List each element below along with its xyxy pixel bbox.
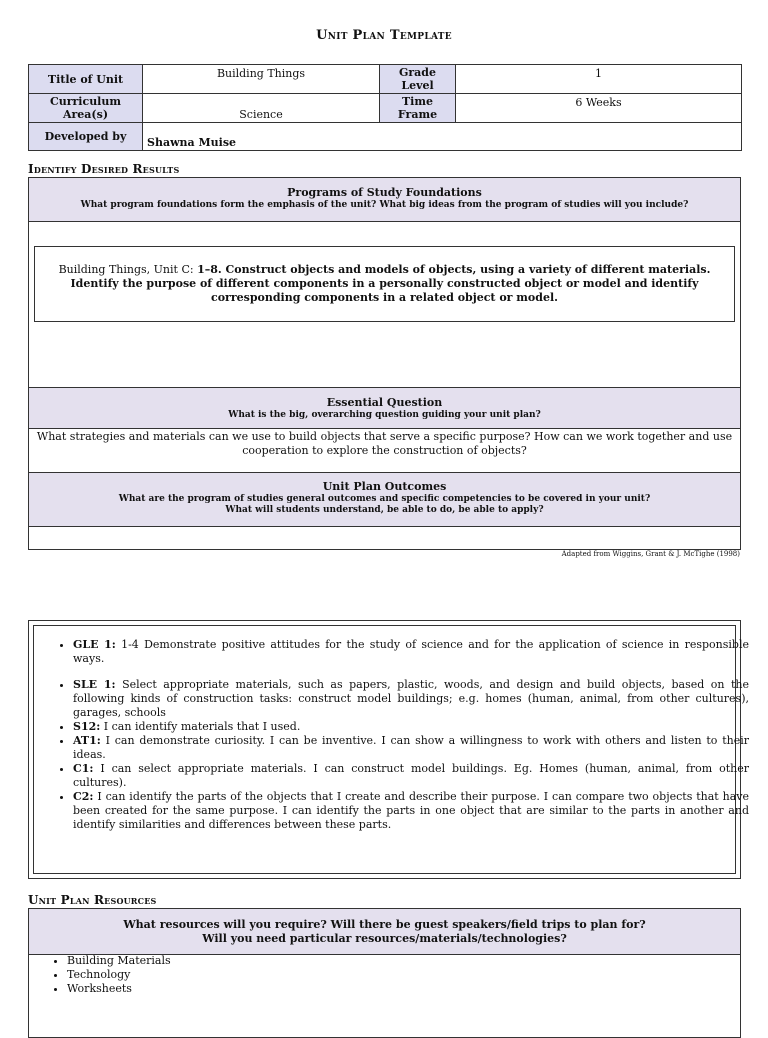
programs-of-study-text-box (34, 246, 735, 322)
table-row (29, 123, 742, 151)
outcome-code: C2: (73, 790, 94, 803)
resources-list (46, 954, 171, 996)
list-item: • Building Materials (67, 954, 171, 968)
page-title: Unit Plan Template (316, 28, 452, 43)
outcomes-list (52, 638, 749, 832)
list-item: • Technology (67, 968, 171, 982)
outcome-text: 1-4 Demonstrate positive attitudes for the study of science and for the application of science in responsible ways. (73, 638, 749, 665)
unit-info-table (28, 64, 742, 151)
developed-by-value: Shawna Muise (143, 123, 742, 151)
outcome-text: I can identify materials that I used. (100, 720, 301, 733)
time-frame-value: 6 Weeks (456, 94, 742, 123)
unit-plan-outcomes-title: Unit Plan Outcomes (322, 480, 447, 493)
list-item (73, 678, 749, 720)
outcome-code: C1: (73, 762, 94, 775)
essential-question-subtitle: What is the big, overarching question guiding your unit plan? (228, 410, 541, 420)
outcome-text: I can demonstrate curiosity. I can be inventive. I can show a willingness to work with others and listen to their ideas. (73, 734, 749, 761)
grade-level-value: 1 (456, 65, 742, 94)
programs-of-study-outcome: 1–8. Construct objects and models of objects, using a variety of different materials. Identify the purpose of different components in a personally constructed object or model and identify corresponding components in a related object or model. (70, 263, 711, 304)
programs-of-study-lead: Building Things, Unit C: (58, 263, 198, 276)
outcome-text: Select appropriate materials, such as papers, plastic, woods, and design and build objects, based on the following kinds of construction tasks: construct model buildings; e.g. homes (human, animal, from other cultures), garages, schools (73, 678, 749, 719)
unit-plan-resources-heading: Unit Plan Resources (28, 893, 157, 907)
identify-desired-results-heading: Identify Desired Results (28, 162, 180, 176)
desired-results-box (28, 177, 741, 550)
list-item (73, 762, 749, 790)
programs-of-study-subtitle: What program foundations form the emphasis of the unit? What big ideas from the program of studies will you include? (80, 200, 689, 210)
title-of-unit-value: Building Things (143, 65, 380, 94)
title-of-unit-label: Title of Unit (29, 65, 143, 94)
list-item (73, 734, 749, 762)
outcome-code: S12: (73, 720, 101, 733)
resources-question-1: What resources will you require? Will there be guest speakers/field trips to plan for? (123, 918, 646, 931)
list-item: • Worksheets (67, 982, 171, 996)
essential-question-title: Essential Question (326, 396, 443, 409)
unit-plan-outcomes-subtitle-1: What are the program of studies general outcomes and specific competencies to be covered in your unit? (118, 494, 651, 504)
table-row (29, 65, 742, 94)
table-row (29, 94, 742, 123)
developed-by-label: Developed by (29, 123, 143, 151)
curriculum-area-label: Curriculum Area(s) (29, 94, 143, 123)
programs-of-study-band (29, 178, 740, 222)
unit-plan-outcomes-subtitle-2: What will students understand, be able to do, be able to apply? (225, 505, 544, 515)
outcome-code: GLE 1: (73, 638, 116, 651)
outcome-code: SLE 1: (73, 678, 116, 691)
essential-question-text: What strategies and materials can we use to build objects that serve a specific purpose? How can we work together and use cooperation to explore the construction of objects? (36, 430, 733, 457)
list-item (73, 638, 749, 666)
unit-plan-outcomes-band (29, 472, 740, 527)
list-item (73, 720, 749, 734)
resources-question-band (29, 909, 740, 955)
list-item (73, 790, 749, 832)
curriculum-area-value: Science (143, 94, 380, 123)
programs-of-study-title: Programs of Study Foundations (287, 186, 482, 199)
resources-question-2: Will you need particular resources/materials/technologies? (202, 932, 567, 945)
outcome-text: I can identify the parts of the objects that I create and describe their purpose. I can compare two objects that have been created for the same purpose. I can identify the parts in one object that are similar to the parts in another and identify similarities and differences between these parts. (73, 790, 749, 831)
time-frame-label: Time Frame (380, 94, 456, 123)
adapted-from-note: Adapted from Wiggins, Grant & J. McTighe (1998) (561, 550, 740, 558)
outcome-code: AT1: (73, 734, 101, 747)
essential-question-band (29, 387, 740, 429)
grade-level-label: Grade Level (380, 65, 456, 94)
outcome-text: I can select appropriate materials. I can construct model buildings. Eg. Homes (human, animal, from other cultures). (73, 762, 749, 789)
